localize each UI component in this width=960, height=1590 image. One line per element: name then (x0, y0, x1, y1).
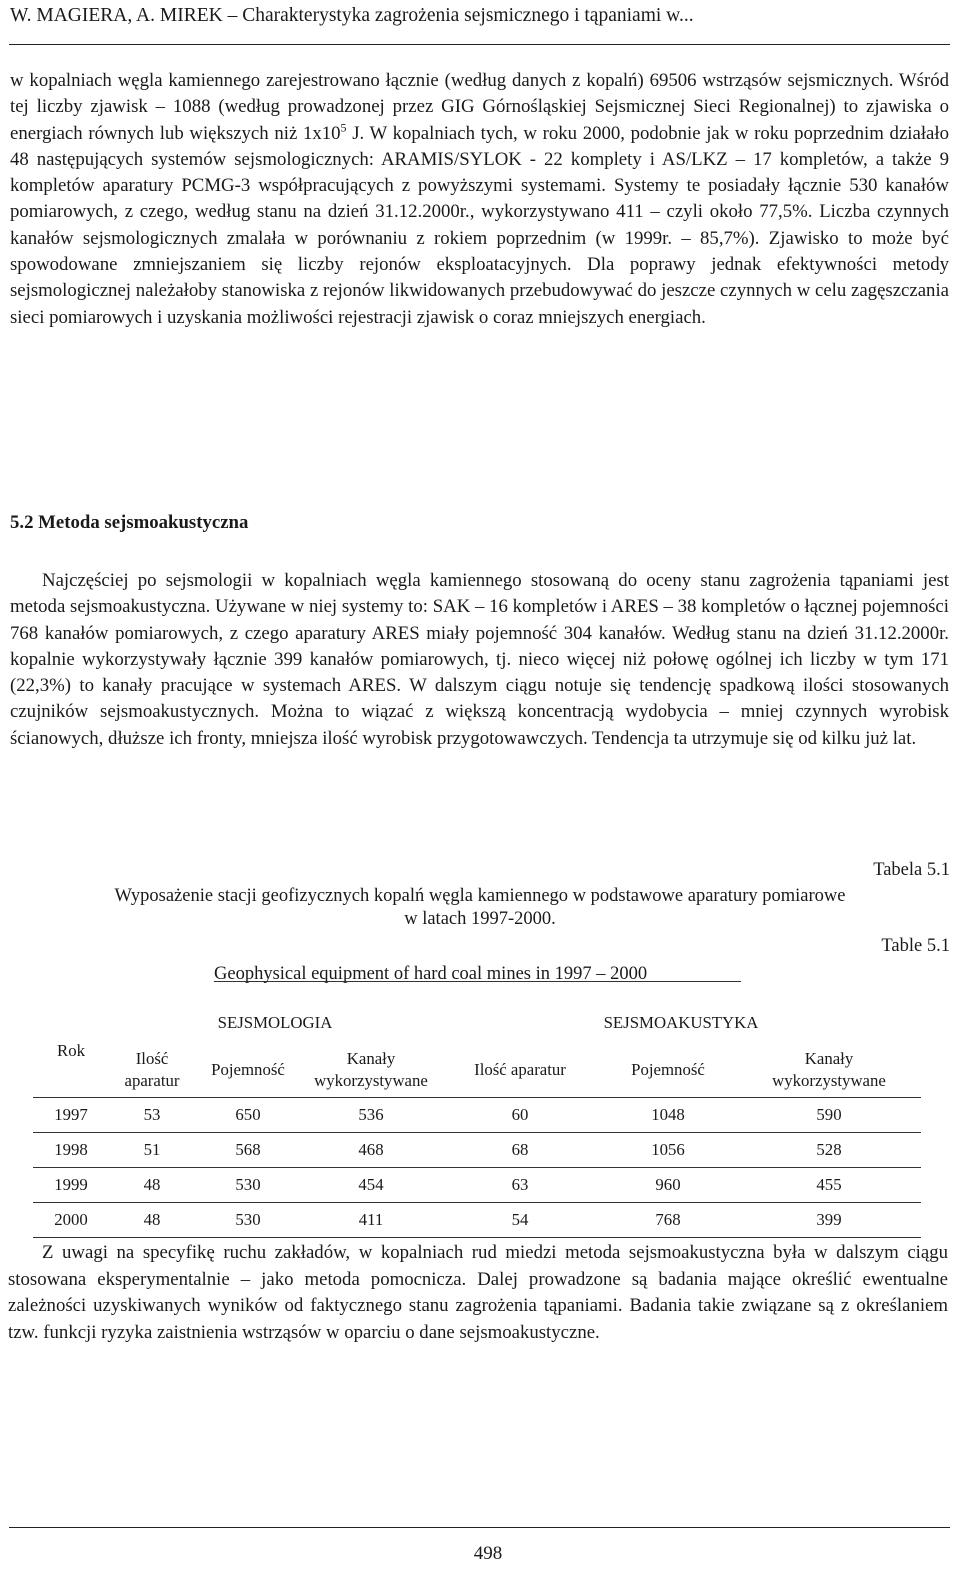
col-header-kanaly-2 (737, 1043, 921, 1098)
col-header-pojemnosc-2: Pojemność (631, 1060, 705, 1079)
cell-value: 54 (441, 1203, 599, 1238)
cell-value: 48 (109, 1203, 195, 1238)
cell-value: 60 (441, 1098, 599, 1133)
cell-value: 454 (301, 1168, 441, 1203)
cell-year: 1998 (33, 1133, 109, 1168)
col-header-kanaly2-l1: Kanały (804, 1049, 854, 1068)
table-label-en: Table 5.1 (881, 936, 950, 956)
paragraph-seismoacoustic: Najczęściej po sejsmologii w kopalniach węgla kamiennego stosowaną do oceny stanu zagrożenia tąpaniami jest metoda sejsmoakustyczna. Używane w niej systemy to: SAK – 16 kompletów i ARES – 38 kompletów o łącznej pojemności 768 kanałów pomiarowych, z czego aparatury ARES miały pojemność 304 kanałów. Według stanu na dzień 31.12.2000r. kopalnie wykorzystywały łącznie 399 kanałów pomiarowych, tj. nieco więcej niż połowę ogólnej ich liczby w tym 171 (22,3%) to kanały pracujące w systemach ARES. W dalszym ciągu notuje się tendencję spadkową ilości stosowanych czujników sejsmoakustycznych. Można to wiązać z większą koncentracją wydobycia – mniej czynnych wyrobisk ścianowych, dłuższe ich fronty, mniejsza ilość wyrobisk przygotowawczych. Tendencja ta utrzymuje się od kilku już lat. (10, 570, 949, 749)
cell-value: 536 (301, 1098, 441, 1133)
paragraph-seismology-part1: w kopalniach węgla kamiennego zarejestrowano łącznie (według danych z kopalń) 69506 wstrząsów sejsmicznych. Wśród tej liczby zjawisk – 1088 (według prowadzonej przez GIG Górnośląskiej Sejsmicznej Sieci Regionalnej) to zjawiska o energiach równych lub większych niż 1x10 (10, 70, 949, 144)
cell-year: 1999 (33, 1168, 109, 1203)
cell-year: 2000 (33, 1203, 109, 1238)
cell-value: 468 (301, 1133, 441, 1168)
table-row (33, 1133, 921, 1168)
paragraph-copper-mines: Z uwagi na specyfikę ruchu zakładów, w kopalniach rud miedzi metoda sejsmoakustyczna była w dalszym ciągu stosowana eksperymentalnie – jako metoda pomocnicza. Dalej prowadzone są badania mające określić ewentualne zależności uzyskiwanych wyników od faktycznego stanu zagrożenia tąpaniami. Badania takie związane są z określaniem tzw. funkcji ryzyka zaistnienia wstrząsów w oparciu o dane sejsmoakustyczne. (8, 1242, 948, 1343)
header-rule (9, 44, 950, 45)
col-header-kanaly-l2: wykorzystywane (314, 1071, 428, 1090)
cell-value: 1048 (599, 1098, 737, 1133)
page-number: 498 (473, 1543, 503, 1564)
table-row (33, 1203, 921, 1238)
cell-value: 768 (599, 1203, 737, 1238)
running-header: W. MAGIERA, A. MIREK – Charakterystyka zagrożenia sejsmicznego i tąpaniami w... (10, 5, 694, 26)
energy-exponent: 5 (340, 120, 347, 135)
cell-value: 530 (195, 1203, 301, 1238)
cell-value: 455 (737, 1168, 921, 1203)
cell-value: 63 (441, 1168, 599, 1203)
equipment-table (33, 984, 921, 1238)
section-title: 5.2 Metoda sejsmoakustyczna (10, 512, 249, 533)
table-label-pl: Tabela 5.1 (873, 860, 950, 880)
col-header-kanaly-l1: Kanały (346, 1049, 396, 1068)
cell-value: 590 (737, 1098, 921, 1133)
cell-value: 68 (441, 1133, 599, 1168)
cell-value: 650 (195, 1098, 301, 1133)
cell-value: 960 (599, 1168, 737, 1203)
cell-value: 528 (737, 1133, 921, 1168)
table-caption-pl-line2: w latach 1997-2000. (404, 909, 556, 929)
col-header-ilosc-l1: Ilość (135, 1049, 169, 1068)
col-header-kanaly2-l2: wykorzystywane (772, 1071, 886, 1090)
cell-value: 48 (109, 1168, 195, 1203)
col-header-rok: Rok (57, 1040, 85, 1060)
group-header-sejsmoakustyka: SEJSMOAKUSTYKA (603, 1012, 759, 1032)
caption-en-rule (214, 981, 741, 982)
cell-value: 53 (109, 1098, 195, 1133)
cell-year: 1997 (33, 1098, 109, 1133)
cell-value: 530 (195, 1168, 301, 1203)
footer-rule (9, 1527, 950, 1528)
table-caption-en: Geophysical equipment of hard coal mines in 1997 – 2000 (214, 964, 648, 984)
cell-value: 51 (109, 1133, 195, 1168)
cell-value: 568 (195, 1133, 301, 1168)
col-header-ilosc-aparatur-2: Ilość aparatur (474, 1060, 566, 1079)
col-header-pojemnosc: Pojemność (211, 1060, 285, 1079)
cell-value: 1056 (599, 1133, 737, 1168)
paragraph-seismology (10, 68, 949, 331)
table-caption-pl-line1: Wyposażenie stacji geofizycznych kopalń węgla kamiennego w podstawowe aparatury pomiarowe (114, 886, 846, 906)
paragraph-seismology-part2: J. W kopalniach tych, w roku 2000, podobnie jak w roku poprzednim działało 48 następujących systemów sejsmologicznych: ARAMIS/SYLOK - 22 komplety i AS/LKZ – 17 kompletów, a także 9 kompletów aparatury PCMG-3 współpracujących z powyższymi systemami. Systemy te posiadały łącznie 530 kanałów pomiarowych, z czego, według stanu na dzień 31.12.2000r., wykorzystywano 411 – czyli około 77,5%. Liczba czynnych kanałów sejsmologicznych zmalała w porównaniu z rokiem poprzednim (w 1999r. – 85,7%). Zjawisko to może być spowodowane zmniejszaniem się liczby rejonów eksploatacyjnych. Dla poprawy jednak efektywności metody sejsmologicznej należałoby stanowiska z rejonów likwidowanych przebudowywać do jeszcze czynnych w celu zagęszczania sieci pomiarowych i uzyskania możliwości rejestracji zjawisk o coraz mniejszych energiach. (10, 122, 949, 328)
col-header-kanaly (301, 1043, 441, 1098)
table-row (33, 1168, 921, 1203)
col-header-ilosc-aparatur (109, 1043, 195, 1098)
group-header-sejsmologia: SEJSMOLOGIA (217, 1012, 333, 1032)
cell-value: 411 (301, 1203, 441, 1238)
table-caption-pl (10, 885, 950, 931)
cell-value: 399 (737, 1203, 921, 1238)
table-row (33, 1098, 921, 1133)
col-header-ilosc-l2: aparatur (124, 1071, 180, 1090)
